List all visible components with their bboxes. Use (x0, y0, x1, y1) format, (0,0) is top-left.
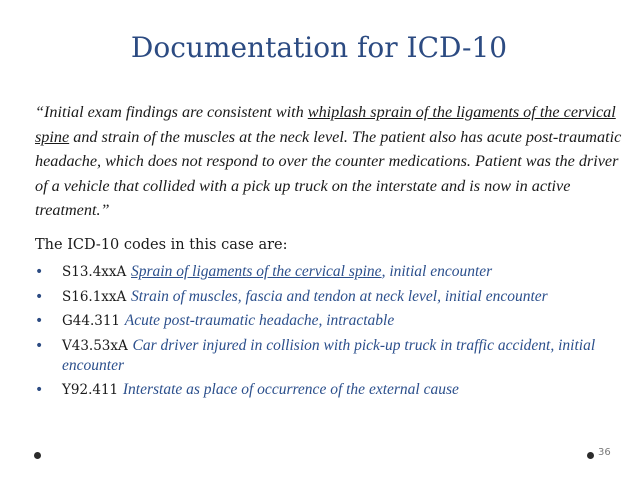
bullet-icon: • (35, 337, 44, 354)
footer-dot-icon (587, 452, 594, 459)
slide-title: Documentation for ICD-10 (130, 31, 508, 64)
icd-description-suffix: , initial encounter (381, 263, 493, 280)
icd-description[interactable]: Sprain of ligaments of the cervical spine (131, 263, 382, 280)
list-item (35, 287, 625, 307)
list-item (35, 311, 625, 331)
icd-description: Strain of muscles, fascia and tendon at neck level, initial encounter (131, 287, 548, 305)
footer-dot-icon (34, 452, 41, 459)
icd-description: Interstate as place of occurrence of the external cause (122, 381, 459, 398)
quote-underlined-phrase: whiplash sprain of the ligaments of the cervical spine (35, 103, 616, 146)
icd-code: Y92.411 (62, 382, 119, 398)
quote-text-start: “Initial exam findings are consistent with (35, 103, 308, 121)
icd-description: Acute post-traumatic headache, intractable (124, 312, 395, 329)
icd-description: Car driver injured in collision with pick-up truck in traffic accident, initial encounter (62, 336, 596, 374)
list-item (35, 380, 625, 400)
icd-code: S16.1xxA (62, 288, 127, 305)
list-item (35, 262, 625, 282)
icd-code: V43.53xA (62, 337, 128, 354)
page-number: 36 (598, 447, 611, 458)
bullet-icon: • (35, 264, 44, 280)
quote-text-end: and strain of the muscles at the neck level. The patient also has acute post-traumatic headache, which does not respond to over the counter medications. Patient was the driver of a vehicle that collided with a pick up truck on the interstate and is now in active treatment.” (35, 127, 622, 219)
bullet-icon: • (35, 382, 44, 398)
icd-code-list (35, 262, 625, 405)
list-item (35, 336, 625, 376)
documentation-quote (35, 100, 625, 223)
bullet-icon: • (35, 288, 44, 305)
icd-code: S13.4xxA (62, 264, 127, 280)
icd-code: G44.311 (62, 313, 121, 329)
codes-intro: The ICD-10 codes in this case are: (35, 237, 288, 253)
bullet-icon: • (35, 313, 44, 329)
